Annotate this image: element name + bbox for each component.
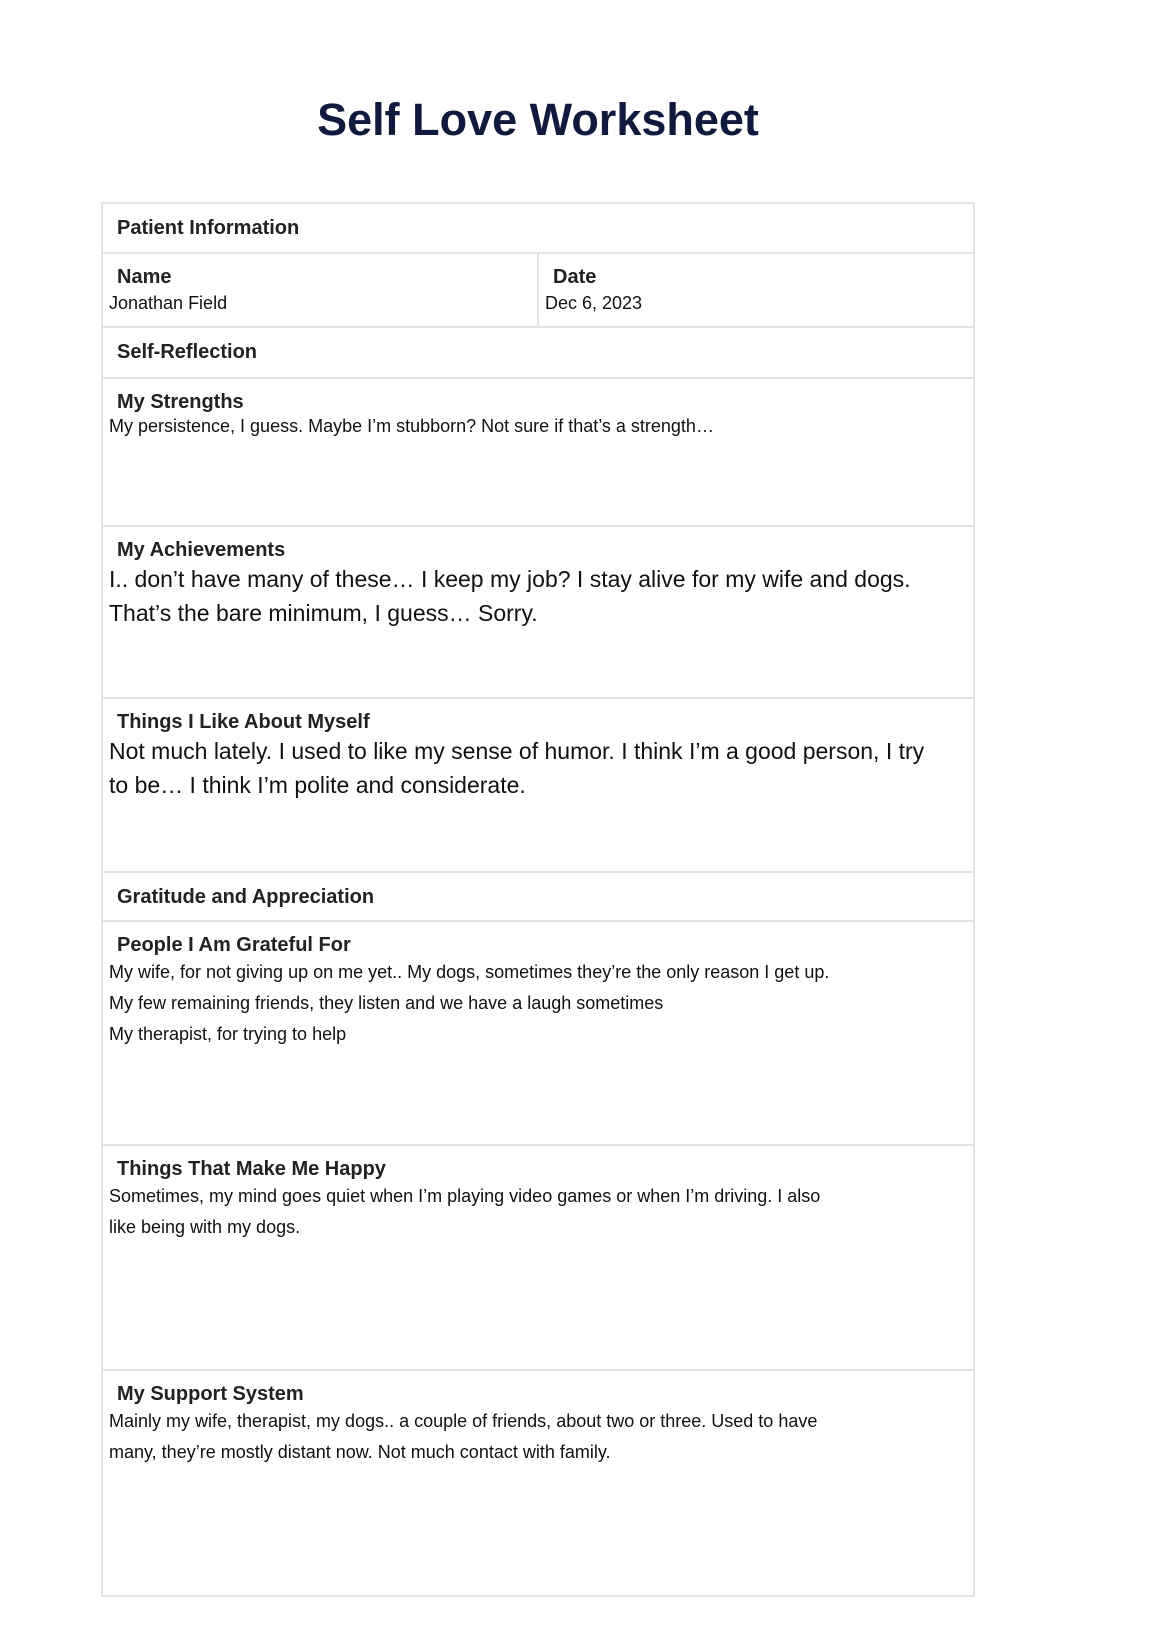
name-label: Name (117, 266, 172, 288)
patient-info-header (103, 204, 973, 254)
self-reflection-header (103, 328, 973, 379)
strengths-value: My persistence, I guess. Maybe I’m stubborn? Not sure if that’s a strength… (109, 416, 714, 436)
worksheet-table (101, 202, 975, 1597)
page-title: Self Love Worksheet (317, 94, 759, 145)
support-row (103, 1371, 973, 1595)
support-label: My Support System (117, 1383, 304, 1405)
name-cell (103, 254, 539, 326)
people-label: People I Am Grateful For (117, 934, 351, 956)
date-value: Dec 6, 2023 (545, 293, 643, 313)
support-value: Mainly my wife, therapist, my dogs.. a couple of friends, about two or three. Used to have many, they’re mostly distant now. Not much contact with family. (109, 1411, 818, 1462)
section-title: Self-Reflection (117, 341, 258, 363)
people-value: My wife, for not giving up on me yet.. My dogs, sometimes they’re the only reason I get up. My few remaining friends, they listen and we have a laugh sometimes My therapist, for trying to help (109, 962, 830, 1044)
strengths-row (103, 379, 973, 527)
section-title: Patient Information (117, 217, 300, 239)
patient-info-row (103, 254, 973, 328)
achievements-row (103, 527, 973, 699)
section-title: Gratitude and Appreciation (117, 886, 375, 908)
name-value: Jonathan Field (109, 293, 228, 313)
strengths-label: My Strengths (117, 391, 244, 413)
achievements-label: My Achievements (117, 539, 286, 561)
happy-label: Things That Make Me Happy (117, 1158, 386, 1180)
like-value: Not much lately. I used to like my sense of humor. I think I’m a good person, I try to be… I think I’m polite and considerate. (109, 738, 925, 798)
like-row (103, 699, 973, 873)
date-label: Date (553, 266, 597, 288)
happy-value: Sometimes, my mind goes quiet when I’m playing video games or when I’m driving. I also like being with my dogs. (109, 1186, 821, 1237)
date-cell (539, 254, 973, 326)
happy-row (103, 1146, 973, 1371)
like-label: Things I Like About Myself (117, 711, 370, 733)
achievements-value: I.. don’t have many of these… I keep my job? I stay alive for my wife and dogs. That’s the bare minimum, I guess… Sorry. (109, 566, 911, 626)
gratitude-header (103, 873, 973, 922)
people-row (103, 922, 973, 1146)
